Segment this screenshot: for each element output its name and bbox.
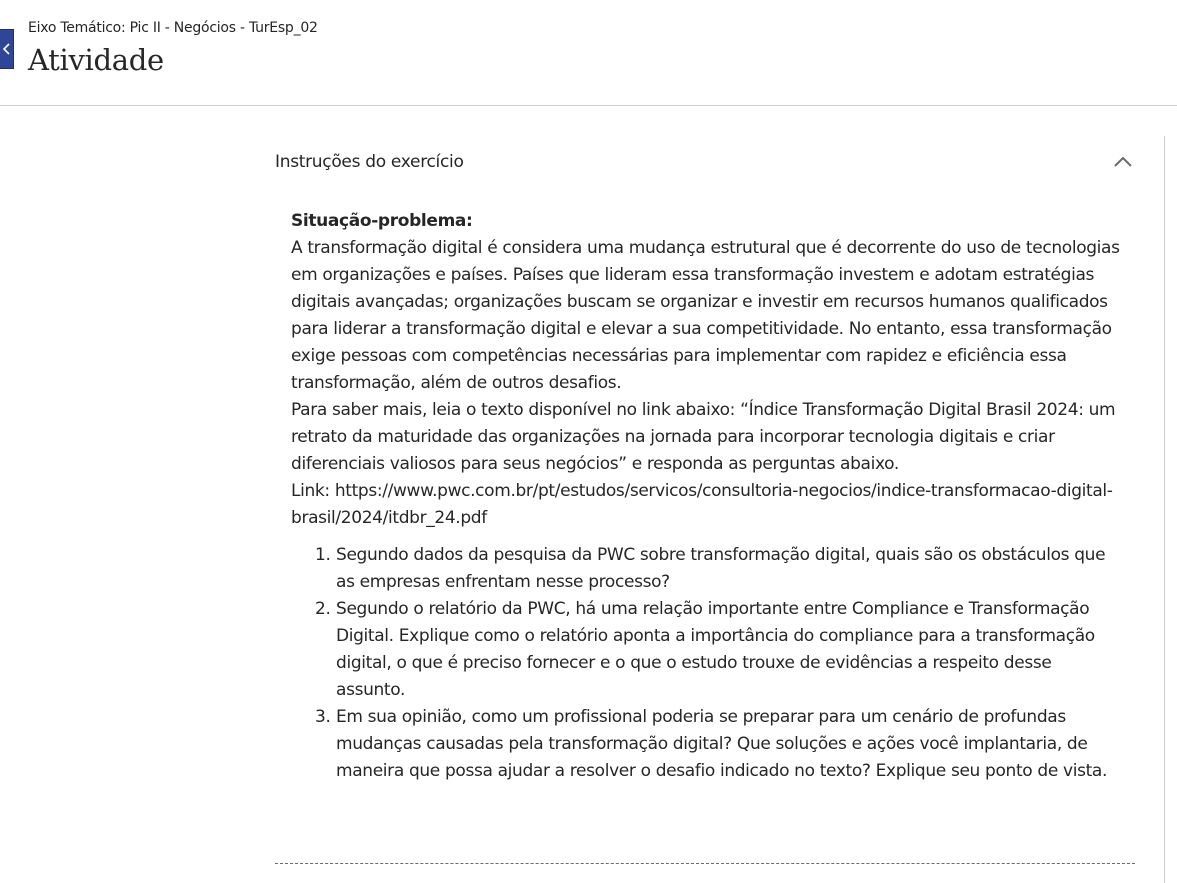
question-text: Segundo dados da pesquisa da PWC sobre transformação digital, quais são os obstáculos que as empresas enfrentam nesse processo? [336, 545, 1106, 592]
instructions-panel-title: Instruções do exercício [275, 152, 464, 172]
situation-heading: Situação-problema: [291, 211, 473, 231]
page-title: Atividade [28, 43, 164, 77]
instructions-content [291, 208, 1121, 785]
question-number: 3. [315, 707, 331, 727]
close-button[interactable] [0, 29, 14, 69]
content-divider [1164, 136, 1165, 883]
close-icon [1, 43, 11, 55]
read-more-paragraph: Para saber mais, leia o texto disponível no link abaixo: “Índice Transformação Digital Brasil 2024: um retrato da maturidade das organizações na jornada para incorporar tecnologia digitais e criar diferenciais valiosos para seus negócios” e responda as perguntas abaixo. [291, 400, 1116, 474]
instructions-panel-toggle[interactable] [275, 136, 1135, 188]
question-text: Segundo o relatório da PWC, há uma relação importante entre Compliance e Transformação Digital. Explique como o relatório aponta a importância do compliance para a transformação digital, o que é preciso fornecer e o que o estudo trouxe de evidências a respeito desse assunto. [336, 599, 1095, 700]
question-text: Em sua opinião, como um profissional poderia se preparar para um cenário de profundas mudanças causadas pela transformação digital? Que soluções e ações você implantaria, de maneira que possa ajudar a resolver o desafio indicado no texto? Explique seu ponto de vista. [336, 707, 1108, 781]
page-header [0, 0, 1177, 106]
breadcrumb: Eixo Temático: Pic II - Negócios - TurEsp_02 [28, 20, 318, 36]
chevron-up-icon[interactable] [1111, 150, 1135, 174]
question-item [315, 596, 1121, 704]
question-item [315, 704, 1121, 785]
instructions-panel [275, 136, 1135, 781]
section-divider [275, 863, 1135, 864]
question-item [315, 542, 1121, 596]
question-number: 2. [315, 599, 331, 619]
questions-list [291, 542, 1121, 785]
reference-link[interactable]: Link: https://www.pwc.com.br/pt/estudos/servicos/consultoria-negocios/indice-transformacao-digital-brasil/2024/itdbr_24.pdf [291, 481, 1113, 528]
question-number: 1. [315, 545, 331, 565]
situation-paragraph: A transformação digital é considera uma mudança estrutural que é decorrente do uso de tecnologias em organizações e países. Países que lideram essa transformação investem e adotam estratégias digitais avançadas; organizações buscam se organizar e investir em recursos humanos qualificados para liderar a transformação digital e elevar a sua competitividade. No entanto, essa transformação exige pessoas com competências necessárias para implementar com rapidez e eficiência essa transformação, além de outros desafios. [291, 238, 1120, 393]
